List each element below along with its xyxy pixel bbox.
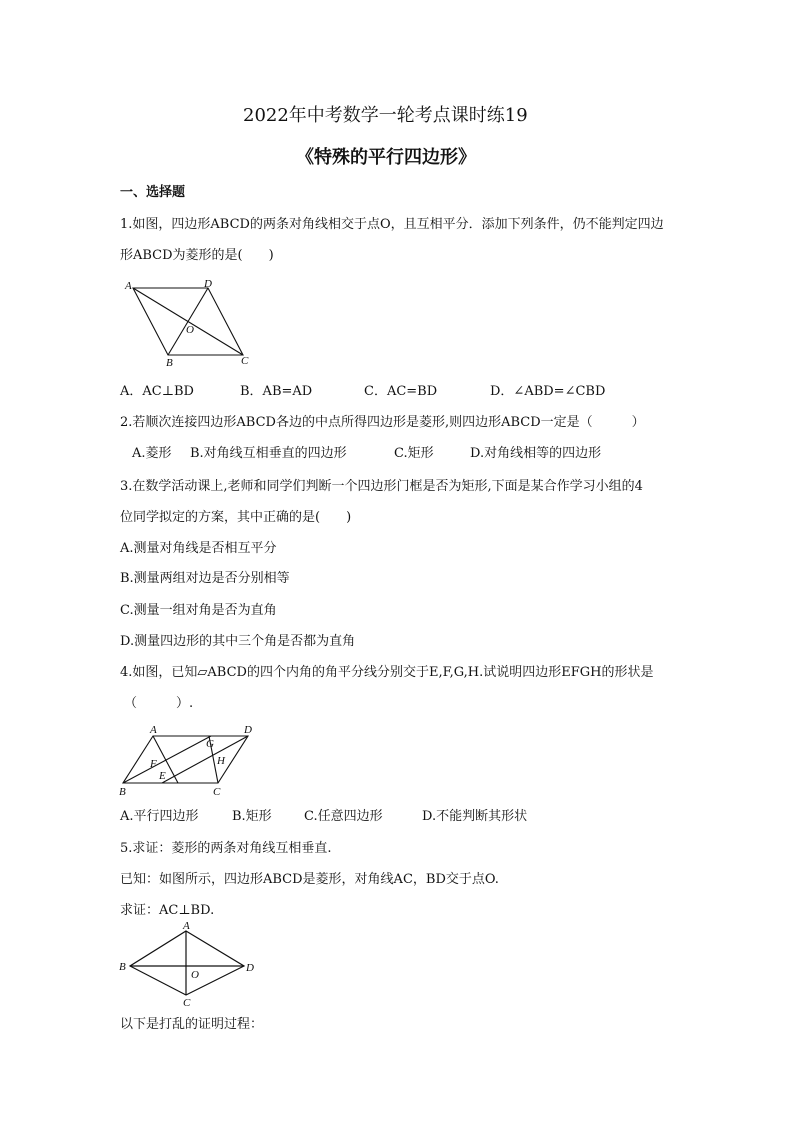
question-2-option-a: A.菱形 (132, 446, 172, 461)
question-5-given: 已知：如图所示，四边形ABCD是菱形，对角线AC，BD交于点O. (120, 872, 499, 887)
fig4-label-g: G (206, 738, 214, 750)
fig5-label-o: O (191, 969, 199, 981)
fig5-label-d: D (246, 962, 254, 974)
fig4-label-b: B (119, 786, 126, 798)
fig4-label-e: E (159, 770, 166, 782)
question-3-stem-line1: 3.在数学活动课上,老师和同学们判断一个四边形门框是否为矩形,下面是某合作学习小组的4 (120, 479, 643, 494)
fig1-label-o: O (186, 324, 194, 336)
section-heading: 一、选择题 (120, 185, 186, 200)
question-4-option-d: D.不能判断其形状 (422, 809, 528, 824)
question-3-option-d: D.测量四边形的其中三个角是否都为直角 (120, 634, 356, 649)
question-4-figure (116, 722, 266, 802)
question-4-stem-line1: 4.如图，已知▱ABCD的四个内角的角平分线分别交于E,F,G,H.试说明四边形EFGH的形状是 (120, 665, 654, 680)
fig1-label-b: B (166, 357, 173, 369)
question-2-stem: 2.若顺次连接四边形ABCD各边的中点所得四边形是菱形,则四边形ABCD一定是（ ） (120, 415, 645, 430)
fig1-label-a: A (125, 280, 132, 292)
question-3-option-c: C.测量一组对角是否为直角 (120, 603, 277, 618)
page-title: 2022年中考数学一轮考点课时练19 (243, 105, 528, 126)
question-1-figure (118, 280, 258, 370)
question-1-option-c: C．AC=BD (364, 384, 438, 399)
question-1-option-d: D．∠ABD=∠CBD (490, 384, 606, 399)
question-3-stem-line2: 位同学拟定的方案，其中正确的是( ) (120, 510, 352, 525)
page-subtitle: 《特殊的平行四边形》 (296, 147, 476, 168)
fig5-label-b: B (119, 961, 126, 973)
fig5-label-a: A (183, 920, 190, 932)
question-3-option-a: A.测量对角线是否相互平分 (120, 541, 277, 556)
fig1-label-d: D (204, 278, 212, 290)
question-4-option-a: A.平行四边形 (120, 809, 199, 824)
fig5-label-c: C (183, 997, 191, 1009)
question-5-figure (118, 920, 258, 1009)
question-1-option-b: B．AB=AD (240, 384, 313, 399)
question-3-option-b: B.测量两组对边是否分别相等 (120, 571, 290, 586)
question-5-prove: 求证：AC⊥BD. (120, 903, 215, 918)
question-4-option-b: B.矩形 (232, 809, 272, 824)
question-1-stem-line1: 1.如图，四边形ABCD的两条对角线相交于点O，且互相平分．添加下列条件，仍不能判定四边 (120, 217, 664, 232)
question-1-option-a: A．AC⊥BD (120, 384, 194, 399)
question-2-option-b: B.对角线互相垂直的四边形 (190, 446, 347, 461)
fig4-label-d: D (244, 724, 252, 736)
question-5-tail: 以下是打乱的证明过程： (120, 1017, 264, 1032)
fig1-label-c: C (241, 355, 249, 367)
question-4-option-c: C.任意四边形 (304, 809, 383, 824)
question-2-option-d: D.对角线相等的四边形 (470, 446, 602, 461)
question-4-stem-line2: （ ）. (124, 696, 194, 711)
question-1-stem-line2: 形ABCD为菱形的是( ) (120, 248, 274, 263)
question-5-stem: 5.求证：菱形的两条对角线互相垂直. (120, 841, 332, 856)
fig4-label-f: F (150, 758, 157, 770)
question-2-option-c: C.矩形 (394, 446, 434, 461)
fig4-label-h: H (217, 755, 225, 767)
fig4-label-a: A (150, 724, 157, 736)
fig4-label-c: C (213, 786, 221, 798)
